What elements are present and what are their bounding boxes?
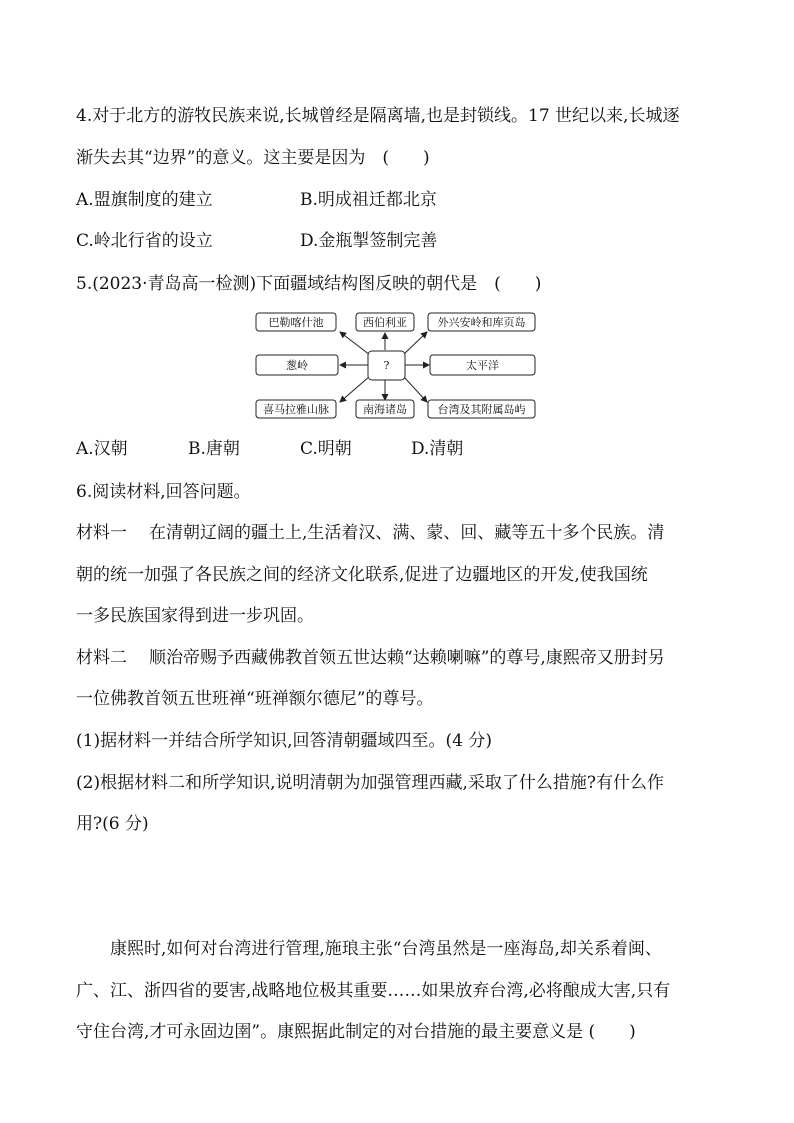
territory-structure-diagram [255,310,537,420]
node-label: 台湾及其附属岛屿 [437,403,526,416]
q7-stem-line2: 广、江、浙四省的要害,战略地位极其重要……如果放弃台湾,必将酿成大害,只有 [76,981,671,1001]
node-label: 巴勒喀什池 [268,316,324,329]
q4-option-d: D.金瓶掣签制完善 [300,231,438,251]
node-label: 西伯利亚 [363,316,407,329]
diagram-node-bot-left [256,400,336,418]
q6-material-1-line3: 一多民族国家得到进一步巩固。 [76,606,314,626]
q4-stem-line2: 渐失去其“边界”的意义。这主要是因为 ( ) [76,148,430,168]
q6-subquestion-1: (1)据材料一并结合所学知识,回答清朝疆域四至。(4 分) [76,731,492,751]
q4-option-a: A.盟旗制度的建立 [76,190,213,210]
diagram-center-node [368,351,405,380]
diagram-node-bot-right [428,400,535,418]
q6-subquestion-2-line1: (2)根据材料二和所学知识,说明清朝为加强管理西藏,采取了什么措施?有什么作 [76,773,665,793]
diagram-node-top-mid [356,313,414,331]
diagram-node-top-right [428,313,535,331]
material-1-label: 材料一 [76,523,127,543]
node-label: 南海诸岛 [363,403,407,416]
q6-subquestion-2-line2: 用?(6 分) [76,814,149,834]
q6-stem: 6.阅读材料,回答问题。 [76,482,251,502]
q5-option-d: D.清朝 [411,439,464,459]
q4-stem-line1: 4.对于北方的游牧民族来说,长城曾经是隔离墙,也是封锁线。17 世纪以来,长城逐 [76,106,680,126]
q5-option-a: A.汉朝 [76,439,128,459]
q6-material-2-line2: 一位佛教首领五世班禅“班禅额尔德尼”的尊号。 [76,689,434,709]
node-label: 喜马拉雅山脉 [263,403,329,416]
q7-stem-line1: 康熙时,如何对台湾进行管理,施琅主张“台湾虽然是一座海岛,却关系着闽、 [110,939,662,959]
q6-material-1-line2: 朝的统一加强了各民族之间的经济文化联系,促进了边疆地区的开发,使我国统 [76,565,648,585]
diagram-node-mid-right [430,355,535,375]
material-2-label: 材料二 [76,648,127,668]
diagram-center-label: ? [383,359,390,372]
q5-option-b: B.唐朝 [188,439,240,459]
q5-stem: 5.(2023·青岛高一检测)下面疆域结构图反映的朝代是 ( ) [76,274,542,294]
diagram-node-bot-mid [356,400,414,418]
q7-stem-line3: 守住台湾,才可永固边圉”。康熙据此制定的对台措施的最主要意义是 ( ) [76,1022,636,1042]
diagram-node-top-left [256,313,336,331]
node-label: 葱岭 [286,359,308,372]
material-2-text: 顺治帝赐予西藏佛教首领五世达赖“达赖喇嘛”的尊号,康熙帝又册封另 [149,648,665,668]
q5-option-c: C.明朝 [300,439,352,459]
q4-option-b: B.明成祖迁都北京 [300,190,437,210]
q6-material-1-line1 [76,521,664,545]
q6-material-2-line1 [76,646,665,670]
diagram-node-mid-left [256,355,338,375]
node-label: 外兴安岭和库页岛 [437,316,526,329]
q4-option-c: C.岭北行省的设立 [76,231,213,251]
material-1-text: 在清朝辽阔的疆土上,生活着汉、满、蒙、回、藏等五十多个民族。清 [149,523,665,543]
node-label: 太平洋 [466,359,499,372]
